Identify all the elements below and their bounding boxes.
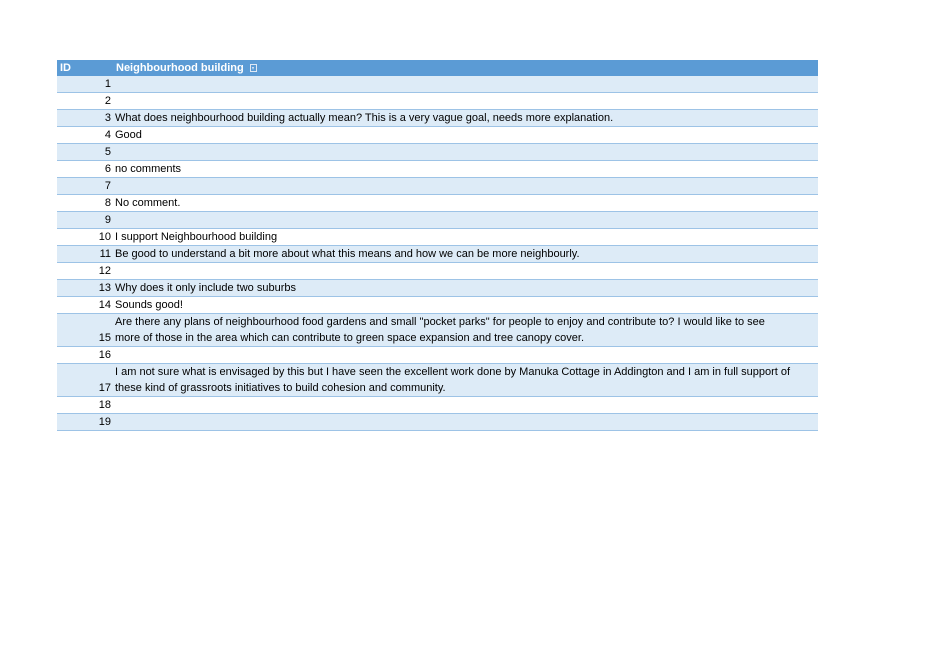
- comment-cell[interactable]: [114, 414, 818, 431]
- comment-cell[interactable]: [114, 110, 818, 127]
- comment-text: Why does it only include two suburbs: [115, 282, 296, 294]
- row-id-cell[interactable]: 15: [57, 314, 114, 347]
- row-id-cell[interactable]: 12: [57, 263, 114, 280]
- table-body: [57, 76, 818, 431]
- row-id-cell[interactable]: 9: [57, 212, 114, 229]
- comment-text: I support Neighbourhood building: [115, 231, 278, 243]
- filter-dropdown-icon[interactable]: [250, 64, 257, 72]
- comment-cell[interactable]: [114, 364, 818, 397]
- table-row: [57, 280, 818, 297]
- comment-cell[interactable]: [114, 297, 818, 314]
- row-id-cell[interactable]: 10: [57, 229, 114, 246]
- table-row: [57, 229, 818, 246]
- table-row: [57, 414, 818, 431]
- table-row: [57, 144, 818, 161]
- row-id-cell[interactable]: 5: [57, 144, 114, 161]
- table-row: [57, 127, 818, 144]
- row-id-cell[interactable]: 19: [57, 414, 114, 431]
- table-row: [57, 397, 818, 414]
- comment-cell[interactable]: [114, 161, 818, 178]
- comment-text: I am not sure what is envisaged by this but I have seen the excellent work done by Manuka Cottage in Addington and I am in full support of: [115, 366, 791, 378]
- comment-cell[interactable]: [114, 397, 818, 414]
- comment-text: Be good to understand a bit more about what this means and how we can be more neighbourly.: [115, 248, 580, 260]
- row-id-cell[interactable]: 2: [57, 93, 114, 110]
- row-id-cell[interactable]: 13: [57, 280, 114, 297]
- table-row: [57, 297, 818, 314]
- comment-cell[interactable]: [114, 263, 818, 280]
- table-row: [57, 76, 818, 93]
- row-id-cell[interactable]: 8: [57, 195, 114, 212]
- table-row: [57, 314, 818, 347]
- table-row: [57, 364, 818, 397]
- row-id-cell[interactable]: 14: [57, 297, 114, 314]
- comment-cell[interactable]: [114, 127, 818, 144]
- table-row: [57, 212, 818, 229]
- table-row: [57, 246, 818, 263]
- comment-cell[interactable]: [114, 347, 818, 364]
- table-row: [57, 110, 818, 127]
- comment-text: more of those in the area which can contribute to green space expansion and tree canopy cover.: [115, 332, 585, 344]
- id-column-header[interactable]: ID: [57, 60, 114, 76]
- row-id-cell[interactable]: 17: [57, 364, 114, 397]
- comment-text: Good: [115, 129, 142, 141]
- row-id-cell[interactable]: 3: [57, 110, 114, 127]
- comment-text: Sounds good!: [115, 299, 183, 311]
- comment-text: no comments: [115, 163, 182, 175]
- table-row: [57, 93, 818, 110]
- row-id-cell[interactable]: 4: [57, 127, 114, 144]
- comment-cell[interactable]: [114, 76, 818, 93]
- comment-cell[interactable]: [114, 212, 818, 229]
- comment-cell[interactable]: [114, 93, 818, 110]
- row-id-cell[interactable]: 18: [57, 397, 114, 414]
- row-id-cell[interactable]: 16: [57, 347, 114, 364]
- comment-cell[interactable]: [114, 229, 818, 246]
- row-id-cell[interactable]: 1: [57, 76, 114, 93]
- row-id-cell[interactable]: 11: [57, 246, 114, 263]
- table-row: [57, 347, 818, 364]
- comment-cell[interactable]: [114, 246, 818, 263]
- comment-cell[interactable]: [114, 195, 818, 212]
- neighbourhood-building-column-header[interactable]: [114, 60, 818, 76]
- comment-cell[interactable]: [114, 314, 818, 347]
- row-id-cell[interactable]: 6: [57, 161, 114, 178]
- header-row: [57, 60, 818, 76]
- table-row: [57, 161, 818, 178]
- comment-text: these kind of grassroots initiatives to build cohesion and community.: [115, 382, 446, 394]
- comment-text: Are there any plans of neighbourhood food gardens and small "pocket parks" for people to enjoy and contribute to? I would like to see: [115, 316, 765, 328]
- comment-cell[interactable]: [114, 280, 818, 297]
- comment-cell[interactable]: [114, 178, 818, 195]
- table-row: [57, 195, 818, 212]
- comments-table: [57, 60, 818, 431]
- comment-cell[interactable]: [114, 144, 818, 161]
- comment-text: No comment.: [115, 197, 181, 209]
- comment-text: What does neighbourhood building actually mean? This is a very vague goal, needs more explanation.: [115, 112, 614, 124]
- row-id-cell[interactable]: 7: [57, 178, 114, 195]
- table-row: [57, 178, 818, 195]
- table-row: [57, 263, 818, 280]
- neighbourhood-building-header-label: Neighbourhood building: [116, 62, 244, 74]
